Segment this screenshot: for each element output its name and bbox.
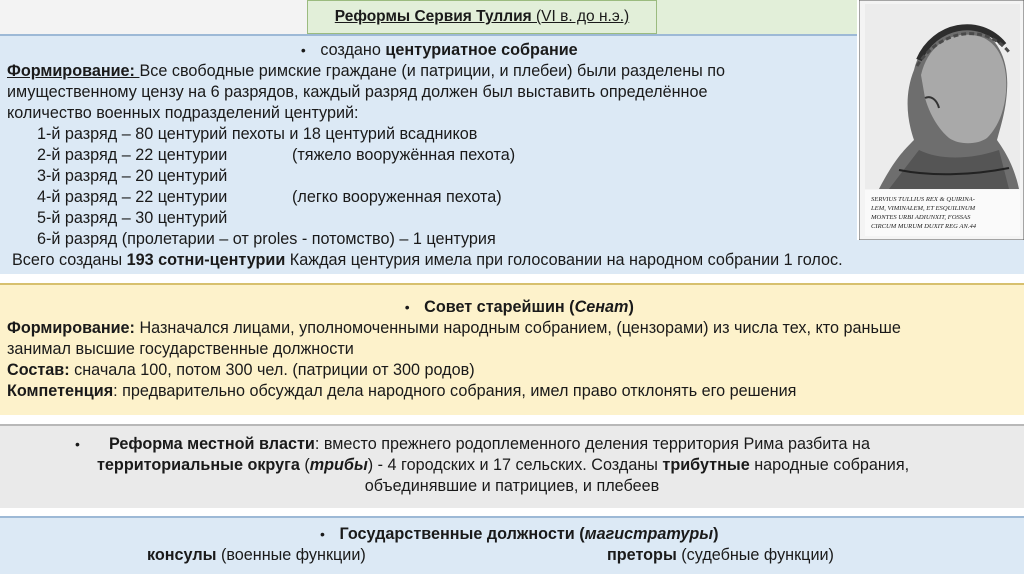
composition-label: Состав:	[7, 361, 70, 379]
competence-text: : предварительно обсуждал дела народного собрания, имел право отклонять его решения	[113, 382, 797, 400]
tribute-bold: трибутные	[662, 456, 750, 474]
rank-row-6	[7, 229, 857, 250]
title-strip-left	[0, 0, 307, 34]
section-magistracies	[0, 516, 1024, 574]
rank-text: 4-й разряд – 22 центурии	[37, 188, 228, 206]
portrait-image	[859, 0, 1024, 240]
portrait-caption-1: SERVIUS TULLIUS REX & QUIRINA-	[871, 196, 975, 203]
sec4-heading	[7, 524, 1017, 545]
bullet: •	[300, 42, 306, 58]
heading-bold: центуриатное собрание	[385, 41, 578, 59]
sec1-formation-line-1	[7, 61, 857, 82]
rank-row-3	[7, 166, 857, 187]
rank-row-4	[7, 187, 857, 208]
praetors-bold: преторы	[607, 546, 677, 564]
rank-note: (тяжело вооружённая пехота)	[292, 146, 516, 164]
sec3-line-1	[7, 434, 1024, 455]
bullet: •	[404, 299, 410, 315]
sec4-offices-line	[7, 545, 1024, 567]
formation-label: Формирование:	[7, 62, 140, 80]
sec3-line-3: объединявшие и патрициев, и плебеев	[364, 477, 660, 495]
total-prefix: Всего созданы	[12, 251, 127, 269]
total-bold: 193 сотни-центурии	[126, 251, 286, 269]
sec2-formation-line-1	[7, 318, 1024, 339]
heading-bold: Совет старейшин (	[424, 298, 575, 316]
consuls-item	[147, 545, 366, 566]
rank-row-2	[7, 145, 857, 166]
portrait-engraving-icon	[859, 0, 1024, 240]
sec3-text-1: : вместо прежнего родоплеменного деления территория Рима разбита на	[314, 435, 870, 453]
heading-bold: Государственные должности (	[339, 525, 585, 543]
sec2-heading	[7, 297, 1017, 318]
sec2-competence-line	[7, 381, 1024, 402]
consuls-text: (военные функции)	[216, 546, 366, 564]
rank-row-5	[7, 208, 857, 229]
portrait-caption-3: MONTES URBI ADIUNXIT, FOSSAS	[871, 214, 971, 221]
praetors-item	[607, 545, 834, 566]
title-bold: Реформы Сервия Туллия	[334, 8, 537, 25]
rank-note: (легко вооруженная пехота)	[292, 188, 502, 206]
rank-row-1	[7, 124, 857, 145]
heading-prefix: создано	[320, 41, 386, 59]
sec1-right-fill	[857, 240, 1024, 274]
sec2-formation-line-2: занимал высшие государственные должности	[7, 340, 354, 358]
rank-text: 5-й разряд – 30 центурий	[37, 209, 228, 227]
composition-text: сначала 100, потом 300 чел. (патриции от 300 родов)	[69, 361, 475, 379]
heading-close: )	[628, 298, 634, 316]
rank-text: 3-й разряд – 20 центурий	[37, 167, 228, 185]
tribes-italic: трибы	[309, 456, 368, 474]
sec3-line-2	[7, 455, 1024, 476]
bullet: •	[320, 526, 325, 542]
title-period: (VI в. до н.э.)	[536, 8, 630, 25]
formation-text: Назначался лицами, уполномоченными народным собранием, (цензорами) из числа тех, кто раньше	[134, 319, 901, 337]
sec1-formation-line-2: имущественному цензу на 6 разрядов, каждый разряд должен был выставить определённое	[7, 83, 708, 101]
rank-text: 2-й разряд – 22 центурии	[37, 146, 228, 164]
sec3-text-2: ) - 4 городских и 17 сельских. Созданы	[367, 456, 663, 474]
sec1-heading	[7, 40, 857, 61]
heading-italic: Сенат	[574, 298, 629, 316]
heading-close: )	[713, 525, 719, 543]
portrait-caption-2: LEM, VIMINALEM, ET ESQUILINUM	[871, 205, 976, 212]
rank-text: 1-й разряд – 80 центурий пехоты и 18 центурий всадников	[37, 125, 478, 143]
heading-italic: магистратуры	[584, 525, 714, 543]
heading-bold: Реформа местной власти	[109, 435, 315, 453]
consuls-bold: консулы	[147, 546, 217, 564]
section-local-government	[0, 424, 1024, 508]
formation-label: Формирование:	[7, 319, 135, 337]
sec1-formation-line-3: количество военных подразделений центурий:	[7, 104, 359, 122]
bullet: •	[75, 436, 80, 452]
formation-text: Все свободные римские граждане (и патриции, и плебеи) были разделены по	[139, 62, 726, 80]
sec2-composition-line	[7, 360, 1024, 381]
title-strip-right	[657, 0, 857, 34]
portrait-caption-4: CIRCUM MURUM DUXIT REG AN.44	[871, 223, 977, 230]
total-suffix: Каждая центурия имела при голосовании на народном собрании 1 голос.	[285, 251, 843, 269]
section-senate	[0, 283, 1024, 415]
rank-text: 6-й разряд (пролетарии – от proles - потомство) – 1 центурия	[37, 230, 496, 248]
open-paren: (	[299, 456, 310, 474]
districts-bold: территориальные округа	[97, 456, 300, 474]
page-title	[307, 0, 657, 34]
sec3-text-3: народные собрания,	[749, 456, 910, 474]
sec1-total-line	[7, 250, 857, 271]
competence-label: Компетенция	[7, 382, 114, 400]
praetors-text: (судебные функции)	[676, 546, 834, 564]
section-centuriate-assembly	[0, 34, 857, 274]
